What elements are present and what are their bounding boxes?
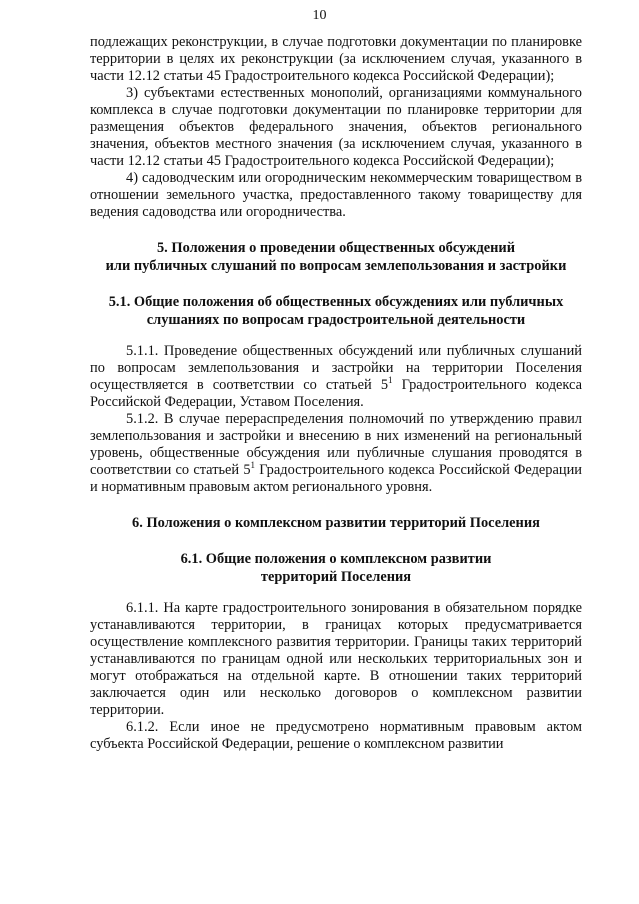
section-5-heading-line-2: или публичных слушаний по вопросам землепользования и застройки	[105, 258, 567, 274]
section-5-1-heading-line-2: слушаниях по вопросам градостроительной деятельности	[146, 312, 526, 328]
paragraph-item-3: 3) субъектами естественных монополий, организациями коммунального комплекса в случае подготовки документации по планировке территории для размещения объектов федерального значения, объектов регионального значения, объектов местного значения (за исключением случая, указанного в части 12.12 статьи 45 Градостроительного кодекса Российской Федерации);	[90, 85, 582, 169]
paragraph-5-1-2	[90, 411, 582, 496]
paragraph-5-1-2-tail: Градостроительного кодекса Российской Федерации и нормативным правовым актом регионального уровня.	[90, 462, 582, 495]
paragraph-6-1-1: 6.1.1. На карте градостроительного зонирования в обязательном порядке устанавливаются территории, в границах которых предусматривается осуществление комплексного развития территории. Границы таких территорий устанавливаются по границам одной или нескольких территориальных зон и могут отображаться на отдельной карте. В отношении таких территорий заключается один или несколько договоров о комплексном развитии территории.	[90, 600, 582, 718]
section-5-heading-line-1: 5. Положения о проведении общественных обсуждений	[156, 240, 516, 256]
section-6-heading-line: 6. Положения о комплексном развитии территорий Поселения	[132, 515, 540, 531]
section-6-1-heading-line-2: территорий Поселения	[260, 569, 412, 585]
page-number: 10	[312, 8, 327, 23]
superscript-1: 1	[388, 375, 393, 385]
superscript-2: 1	[250, 460, 256, 470]
paragraph-item-4: 4) садоводческим или огородническим некоммерческим товариществом в отношении земельного участка, предоставленного такому товариществу для ведения садоводства или огородничества.	[90, 170, 582, 220]
section-6-1-heading	[90, 550, 582, 586]
paragraph-5-1-1-tail: Градостроительного кодекса Российской Федерации, Уставом Поселения.	[90, 377, 582, 410]
document-body	[90, 34, 582, 753]
paragraph-continuation: подлежащих реконструкции, в случае подготовки документации по планировке территории в целях их реконструкции (за исключением случая, указанного в части 12.12 статьи 45 Градостроительного кодекса Российской Федерации);	[90, 34, 582, 84]
section-5-heading	[90, 239, 582, 275]
paragraph-6-1-2: 6.1.2. Если иное не предусмотрено нормативным правовым актом субъекта Российской Федерации, решение о комплексном развитии	[90, 719, 582, 752]
section-6-heading	[90, 514, 582, 532]
section-6-1-heading-line-1: 6.1. Общие положения о комплексном развитии	[180, 551, 492, 567]
paragraph-5-1-2-text: 5.1.2. В случае перераспределения полномочий по утверждению правил землепользования и застройки и внесению в них изменений на региональный уровень, общественные обсуждения или публичные слушания проводятся в соответствии со статьей 5	[90, 411, 582, 478]
paragraph-5-1-1-text: 5.1.1. Проведение общественных обсуждений или публичных слушаний по вопросам землепользования и застройки на территории Поселения осуществляется в соответствии со статьей 5	[90, 343, 582, 393]
section-5-1-heading-line-1: 5.1. Общие положения об общественных обсуждениях или публичных	[108, 294, 564, 310]
paragraph-5-1-1	[90, 343, 582, 411]
section-5-1-heading	[90, 293, 582, 329]
